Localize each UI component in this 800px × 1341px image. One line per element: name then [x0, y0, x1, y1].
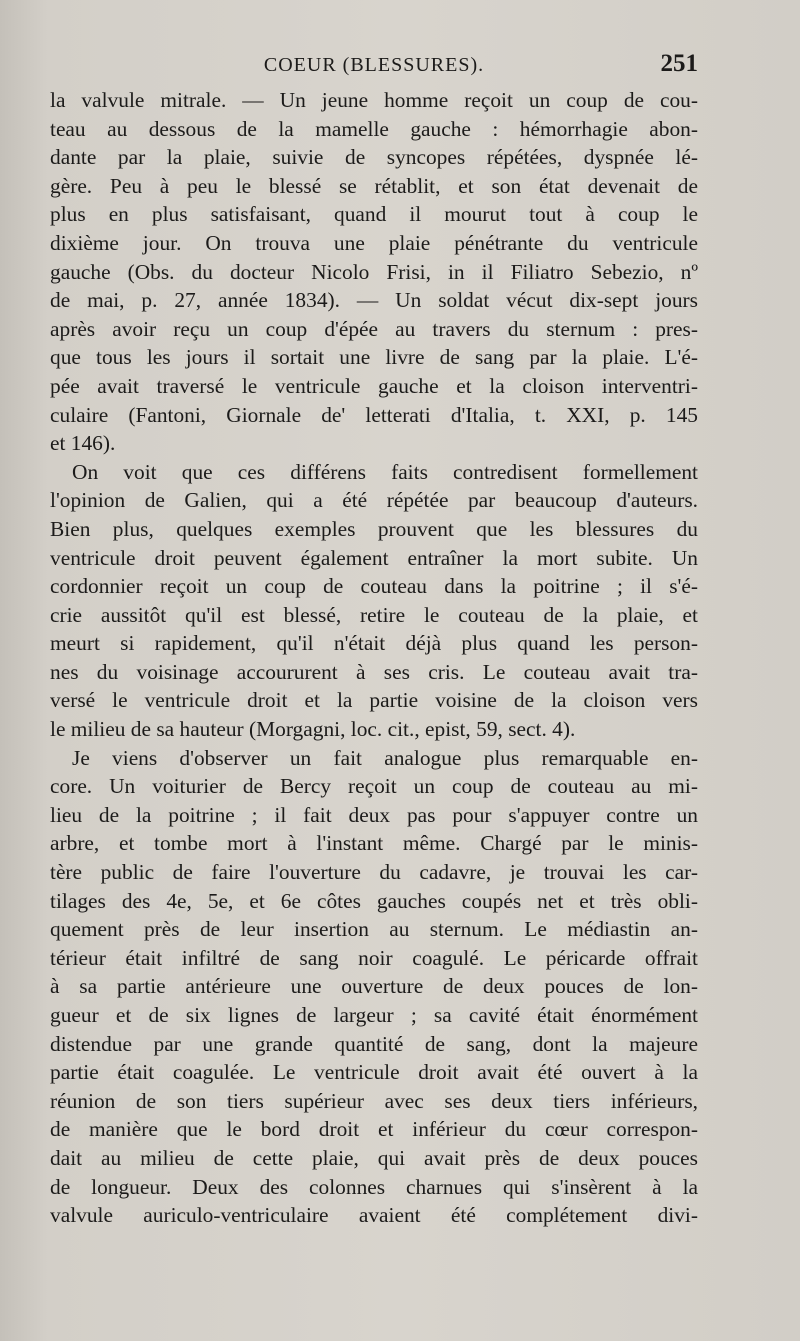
text-line: l'opinion de Galien, qui a été répétée par beaucoup d'auteurs. [50, 488, 698, 513]
text-line: de manière que le bord droit et inférieur du cœur correspon- [50, 1117, 698, 1142]
text-line: ventricule droit peuvent également entraîner la mort subite. Un [50, 545, 698, 570]
text-line: lieu de la poitrine ; il fait deux pas pour s'appuyer contre un [50, 802, 698, 827]
text-line: tère public de faire l'ouverture du cadavre, je trouvai les car- [50, 860, 698, 885]
text-line: la valvule mitrale. — Un jeune homme reçoit un coup de cou- [50, 88, 698, 112]
text-line: nes du voisinage accoururent à ses cris. Le couteau avait tra- [50, 659, 698, 684]
page-header [50, 50, 698, 84]
text-line: partie était coagulée. Le ventricule droit avait été ouvert à la [50, 1060, 698, 1085]
text-line: versé le ventricule droit et la partie voisine de la cloison vers [50, 688, 698, 713]
text-line: dante par la plaie, suivie de syncopes répétées, dyspnée lé- [50, 145, 698, 170]
text-line: Je viens d'observer un fait analogue plus remarquable en- [72, 745, 698, 770]
body-text [50, 86, 698, 1230]
page-number: 251 [660, 50, 698, 77]
text-line: quement près de leur insertion au sternum. Le médiastin an- [50, 917, 698, 942]
text-line: réunion de son tiers supérieur avec ses deux tiers inférieurs, [50, 1088, 698, 1113]
text-line: de longueur. Deux des colonnes charnues qui s'insèrent à la [50, 1174, 698, 1199]
text-line: valvule auriculo-ventriculaire avaient été complétement divi- [50, 1203, 698, 1228]
text-line: culaire (Fantoni, Giornale de' letterati d'Italia, t. XXI, p. 145 [50, 402, 698, 427]
text-line: le milieu de sa hauteur (Morgagni, loc. cit., epist, 59, sect. 4). [50, 717, 576, 742]
text-line: cordonnier reçoit un coup de couteau dans la poitrine ; il s'é- [50, 574, 698, 599]
text-line: meurt si rapidement, qu'il n'était déjà plus quand les person- [50, 631, 698, 656]
text-line: térieur était infiltré de sang noir coagulé. Le péricarde offrait [50, 945, 698, 970]
text-line: dixième jour. On trouva une plaie pénétrante du ventricule [50, 230, 698, 255]
text-line: crie aussitôt qu'il est blessé, retire le couteau de la plaie, et [50, 602, 698, 627]
text-line: gueur et de six lignes de largeur ; sa cavité était énormément [50, 1003, 698, 1027]
text-line: que tous les jours il sortait une livre de sang par la plaie. L'é- [50, 345, 698, 370]
text-line: arbre, et tombe mort à l'instant même. Chargé par le minis- [50, 831, 698, 856]
text-line: core. Un voiturier de Bercy reçoit un coup de couteau au mi- [50, 774, 698, 799]
text-line: après avoir reçu un coup d'épée au travers du sternum : pres- [50, 316, 698, 341]
text-line: Bien plus, quelques exemples prouvent que les blessures du [50, 516, 698, 541]
text-line: à sa partie antérieure une ouverture de deux pouces de lon- [50, 974, 698, 999]
text-line: gauche (Obs. du docteur Nicolo Frisi, in il Filiatro Sebezio, nº [50, 259, 698, 284]
text-line: gère. Peu à peu le blessé se rétablit, et son état devenait de [50, 173, 698, 198]
text-line: dait au milieu de cette plaie, qui avait près de deux pouces [50, 1145, 698, 1170]
text-line: tilages des 4e, 5e, et 6e côtes gauches coupés net et très obli- [50, 888, 698, 913]
text-line: distendue par une grande quantité de sang, dont la majeure [50, 1031, 698, 1056]
running-head: COEUR (BLESSURES). [263, 54, 485, 76]
text-line: de mai, p. 27, année 1834). — Un soldat vécut dix-sept jours [50, 288, 698, 313]
text-line: pée avait traversé le ventricule gauche et la cloison interventri- [50, 373, 698, 398]
text-line: teau au dessous de la mamelle gauche : hémorrhagie abon- [50, 116, 698, 141]
text-line: On voit que ces différens faits contredisent formellement [72, 459, 698, 484]
text-line: plus en plus satisfaisant, quand il mourut tout à coup le [50, 202, 698, 227]
text-line: et 146). [50, 431, 116, 456]
